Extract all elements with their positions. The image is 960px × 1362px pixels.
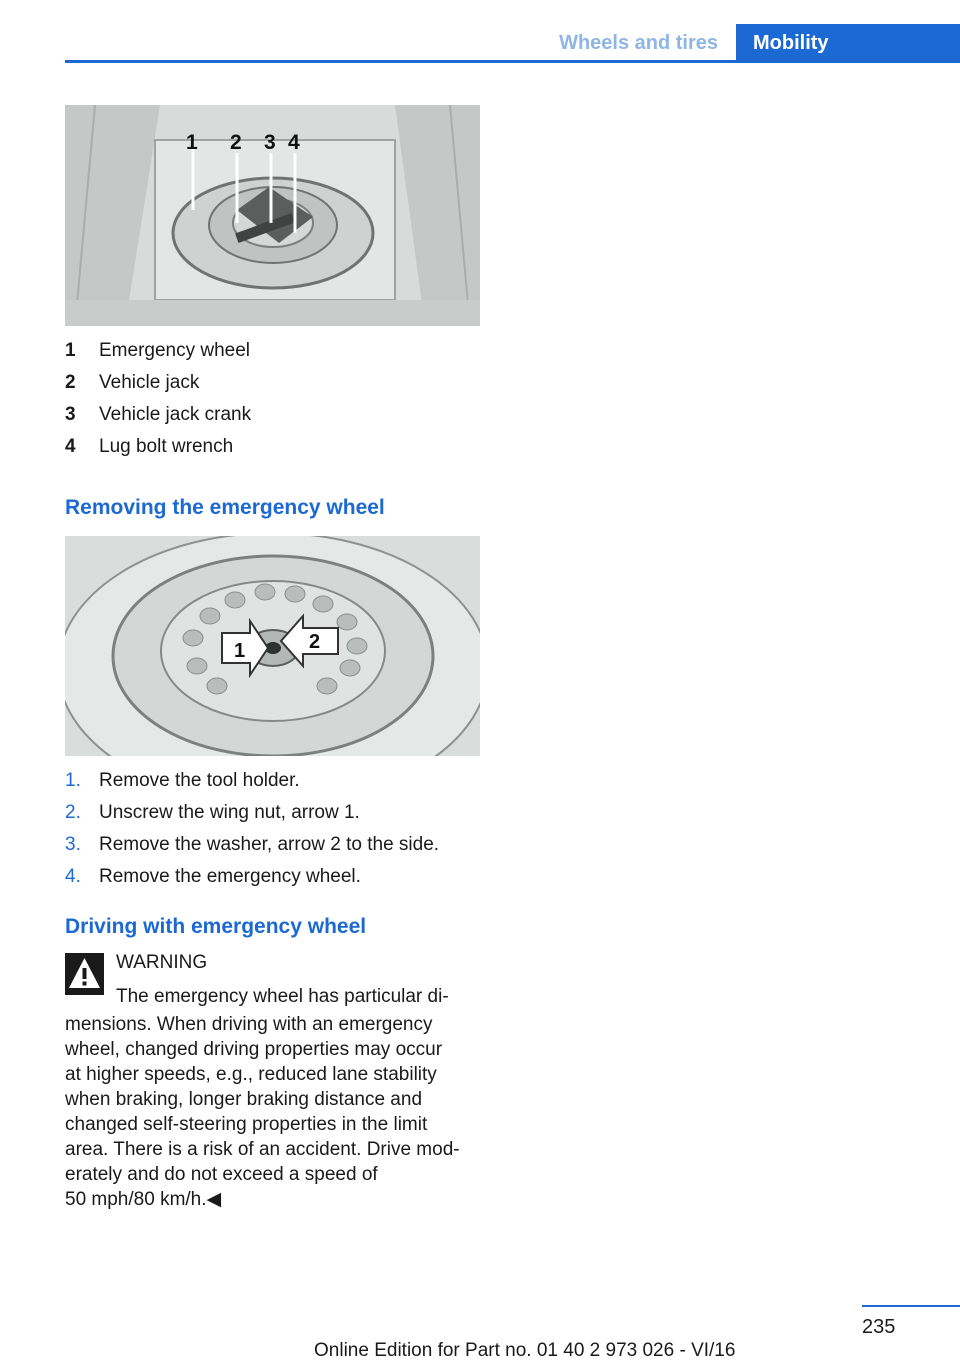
- removal-steps: [65, 765, 439, 893]
- header-section-title: Wheels and tires: [559, 32, 718, 54]
- list-item: 2. Unscrew the wing nut, arrow 1.: [65, 802, 360, 823]
- list-item: 3. Remove the washer, arrow 2 to the side.: [65, 834, 440, 855]
- warning-line: area. There is a risk of an accident. Drive mod‐: [65, 1139, 460, 1160]
- list-item: 2 Vehicle jack: [65, 372, 200, 393]
- warning-line: wheel, changed driving properties may occur: [65, 1039, 443, 1060]
- warning-first-line: The emergency wheel has particular di‐: [116, 986, 449, 1007]
- header-chapter-tab: Mobility: [736, 24, 960, 63]
- figure-trunk-tools: [65, 105, 480, 326]
- warning-line: when braking, longer braking distance and: [65, 1089, 423, 1110]
- callout-3: 3: [264, 131, 276, 154]
- section-heading-removing: Removing the emergency wheel: [65, 496, 385, 519]
- warning-line: changed self-steering properties in the limit: [65, 1114, 428, 1135]
- edition-note: Online Edition for Part no. 01 40 2 973 026 - VI/16: [314, 1340, 736, 1361]
- figure-emergency-wheel: [65, 536, 480, 756]
- list-item: 4. Remove the emergency wheel.: [65, 866, 361, 887]
- warning-line: erately and do not exceed a speed of: [65, 1164, 378, 1185]
- footer-rule: [862, 1305, 960, 1307]
- warning-icon: [65, 953, 104, 995]
- section-heading-driving: Driving with emergency wheel: [65, 915, 367, 938]
- parts-list: [65, 335, 251, 463]
- callout-1: 1: [186, 131, 198, 154]
- warning-text: [65, 1012, 485, 1212]
- list-item: 4 Lug bolt wrench: [65, 436, 234, 457]
- arrow-label-1: 1: [234, 640, 246, 662]
- callout-2: 2: [230, 131, 242, 154]
- list-item: 1. Remove the tool holder.: [65, 770, 300, 791]
- warning-line: at higher speeds, e.g., reduced lane stability: [65, 1064, 437, 1085]
- page-number: 235: [862, 1316, 896, 1338]
- warning-label: WARNING: [116, 952, 208, 973]
- header-rule: [65, 60, 960, 63]
- list-item: 3 Vehicle jack crank: [65, 404, 252, 425]
- warning-line: 50 mph/80 km/h.◀: [65, 1189, 222, 1210]
- warning-line: mensions. When driving with an emergency: [65, 1014, 433, 1035]
- callout-4: 4: [288, 131, 300, 154]
- arrow-label-2: 2: [309, 631, 321, 653]
- list-item: 1 Emergency wheel: [65, 340, 251, 361]
